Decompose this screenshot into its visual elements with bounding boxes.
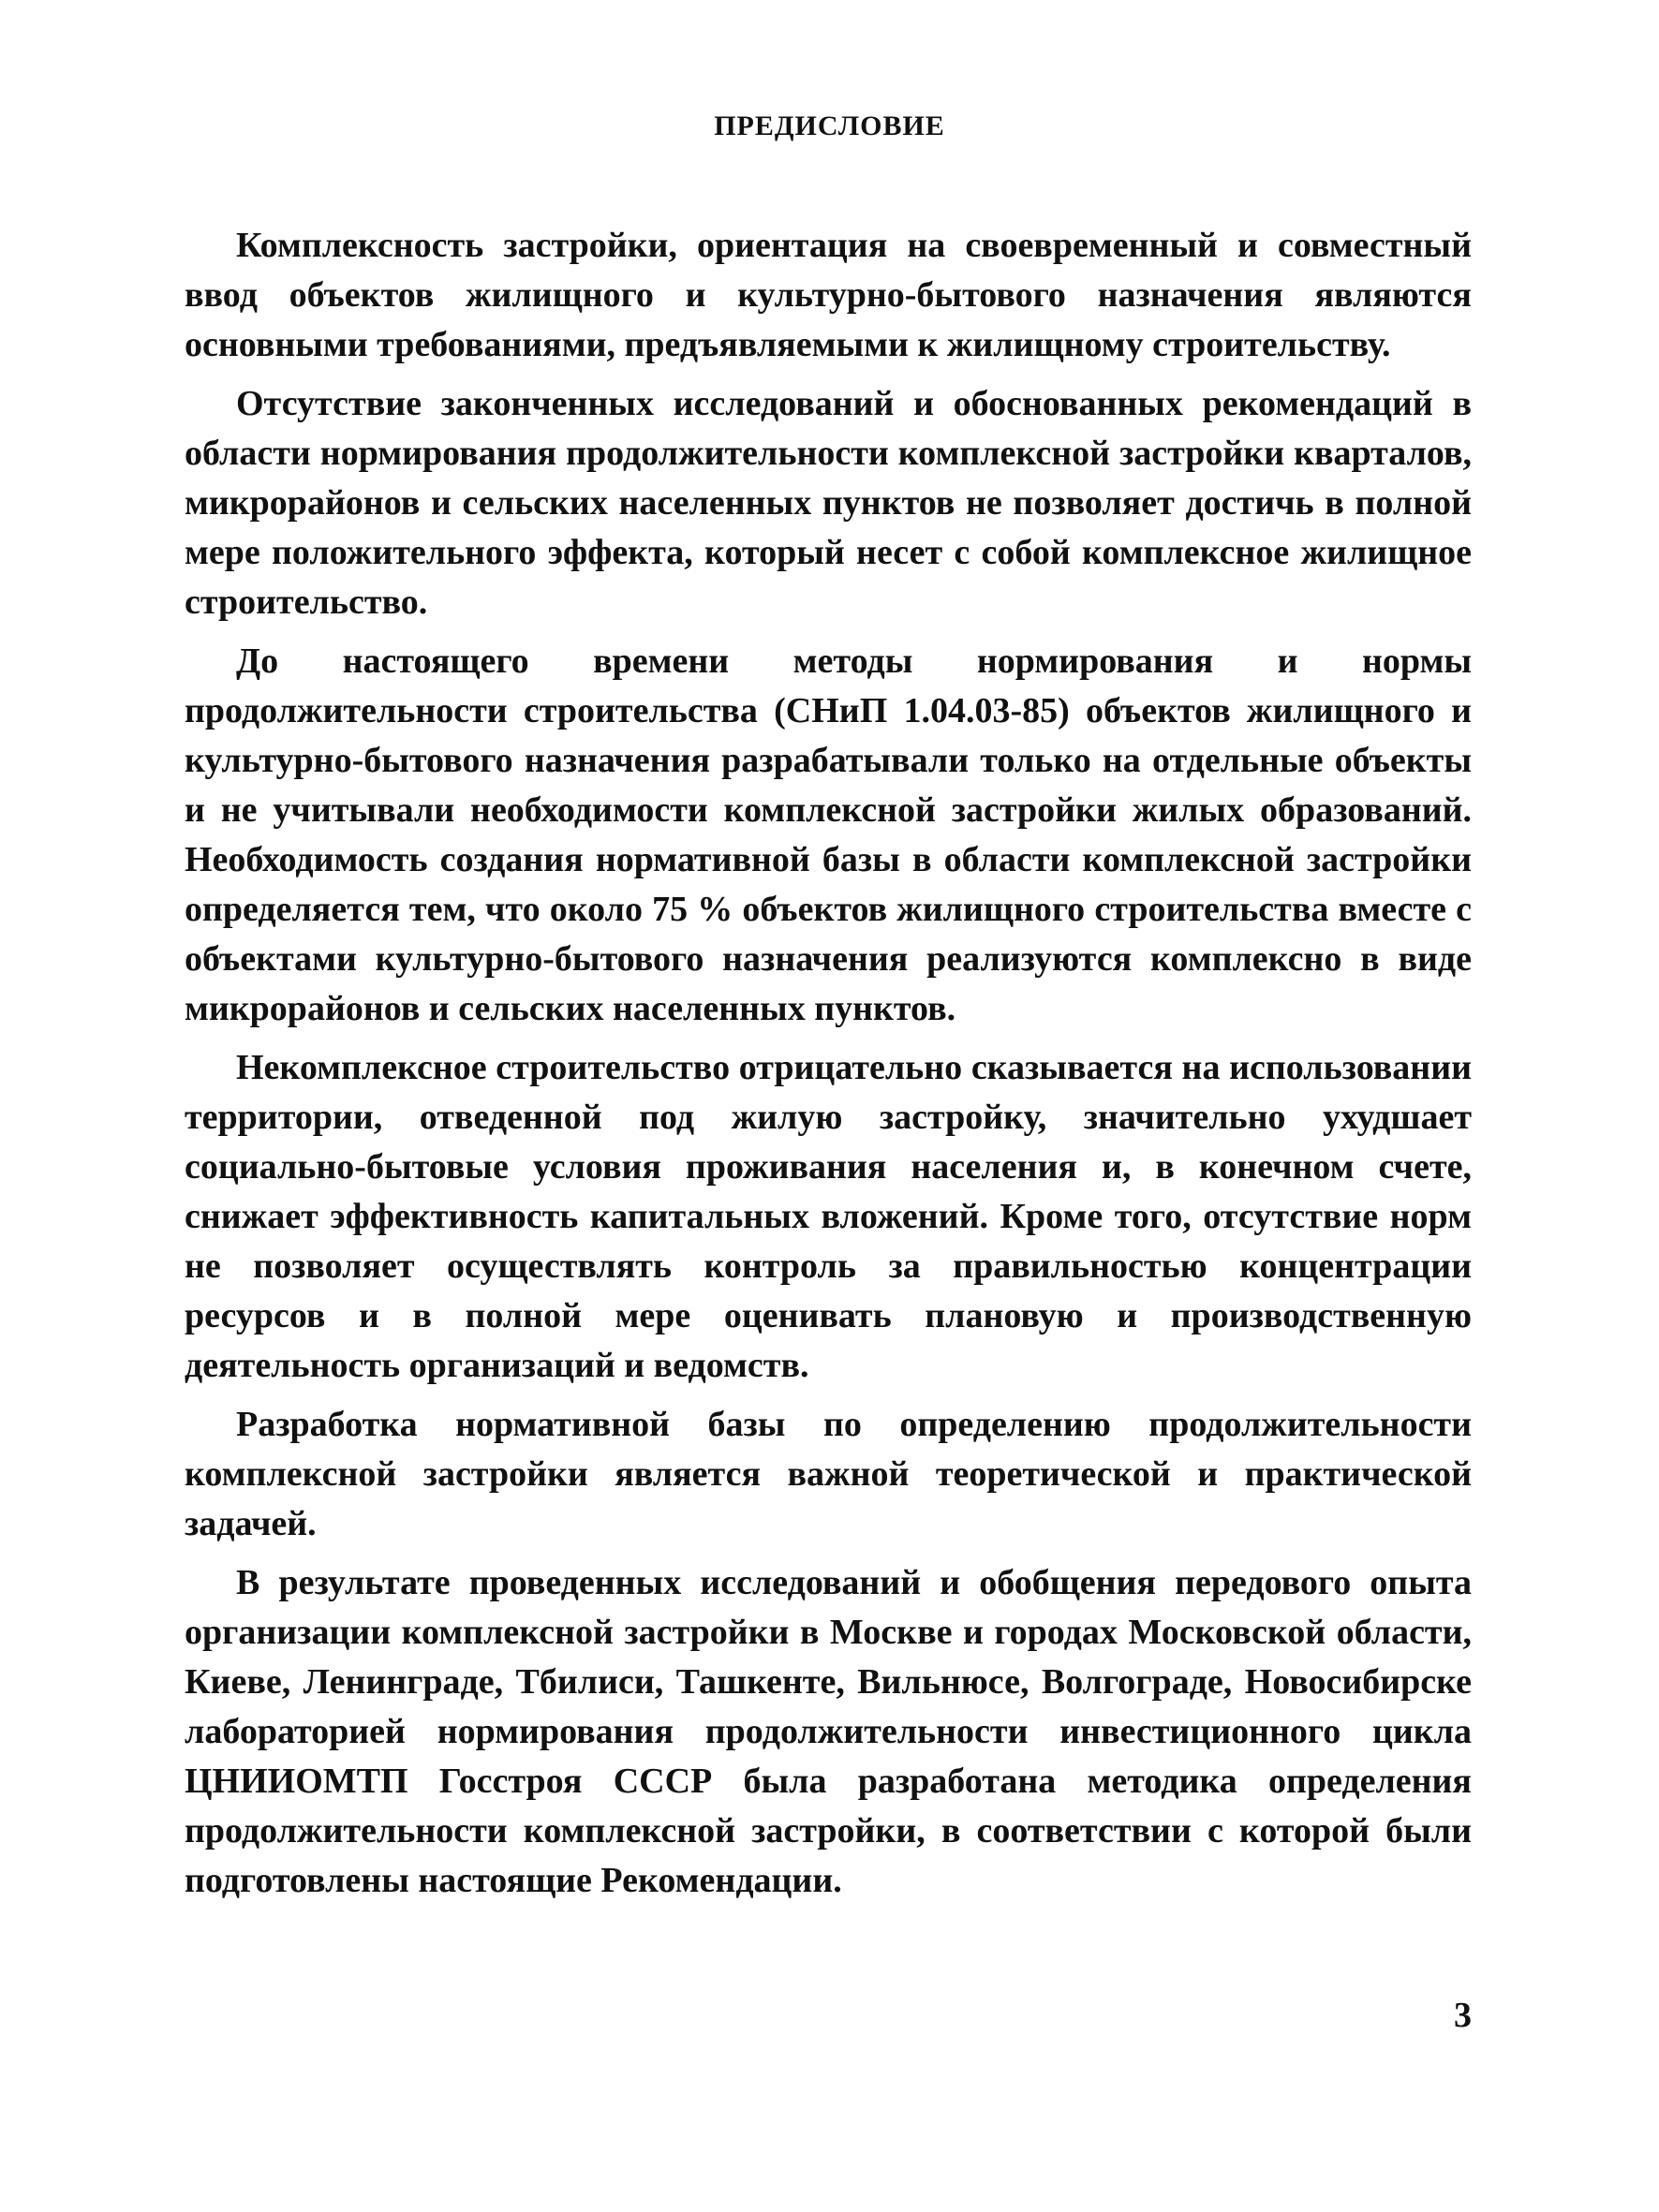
paragraph-5: Разработка нормативной базы по определению продолжительности комплексной застройки является важной теоретической и практической задачей. — [185, 1405, 1472, 1543]
body-text — [185, 221, 1472, 1915]
paragraph-3: До настоящего времени методы нормирования и нормы продолжительности строительства (СНиП 1.04.03-85) объектов жилищного и культурно-бытового назначения разрабатывали только на отдельные объекты и не учитывали необходимости комплексной застройки жилых образований. Необходимость создания нормативной базы в области комплексной застройки определяется тем, что около 75 % объектов жилищного строительства вместе с объектами культурно-бытового назначения реализуются комплексно в виде микрорайонов и сельских населенных пунктов. — [185, 641, 1472, 1028]
paragraph-2: Отсутствие законченных исследований и обоснованных рекомендаций в области нормирования продолжительности комплексной застройки кварталов, микрорайонов и сельских населенных пунктов не позволяет достичь в полной мере положительного эффекта, который несет с собой комплексное жилищное строительство. — [185, 384, 1472, 622]
paragraph-6: В результате проведенных исследований и обобщения передового опыта организации комплексной застройки в Москве и городах Московской области, Киеве, Ленинграде, Тбилиси, Ташкенте, Вильнюсе, Волгограде, Новосибирске лабораторией нормирования продолжительности инвестиционного цикла ЦНИИОМТП Госстроя СССР была разработана методика определения продолжительности комплексной застройки, в соответствии с которой были подготовлены настоящие Рекомендации. — [185, 1563, 1472, 1900]
page-title: ПРЕДИСЛОВИЕ — [714, 111, 945, 141]
paragraph-4: Некомплексное строительство отрицательно сказывается на использовании территории, отведенной под жилую застройку, значительно ухудшает социально-бытовые условия проживания населения и, в конечном счете, снижает эффективность капитальных вложений. Кроме того, отсутствие норм не позволяет осуществлять контроль за правильностью концентрации ресурсов и в полной мере оценивать плановую и производственную деятельность организаций и ведомств. — [185, 1048, 1472, 1385]
page-number: 3 — [1454, 1996, 1472, 2035]
paragraph-1: Комплексность застройки, ориентация на своевременный и совместный ввод объектов жилищного и культурно-бытового назначения являются основными требованиями, предъявляемыми к жилищному строительству. — [185, 226, 1472, 364]
